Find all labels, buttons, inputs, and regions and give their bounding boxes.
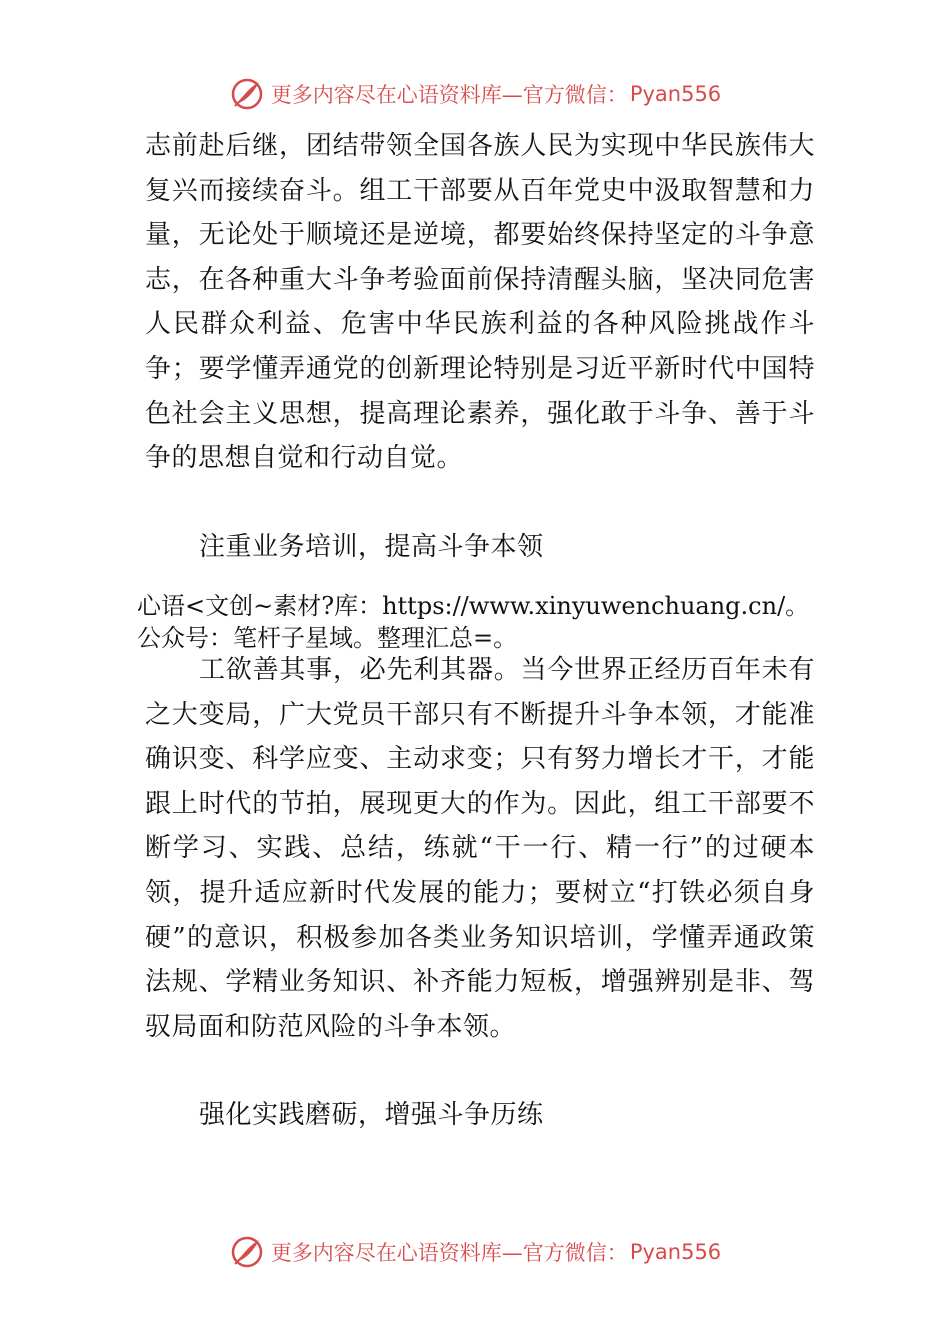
banner-text: 更多内容尽在心语资料库—官方微信： (270, 83, 628, 107)
footer-banner (0, 1230, 950, 1274)
quill-logo-icon (229, 1234, 265, 1270)
banner-text: 更多内容尽在心语资料库—官方微信： (270, 1241, 628, 1265)
document-body-2 (145, 648, 815, 1138)
inserted-line-2: 公众号：笔杆子星域。整理汇总=。 (137, 624, 518, 652)
quill-logo-icon (229, 76, 265, 112)
inserted-notice (137, 590, 857, 654)
document-body (145, 124, 815, 569)
section-heading-1: 注重业务培训，提高斗争本领 (199, 531, 544, 562)
banner-wechat-id: Pyan556 (629, 1240, 722, 1264)
section-heading-2: 强化实践磨砺，增强斗争历练 (199, 1100, 544, 1131)
header-banner (0, 72, 950, 116)
paragraph-1: 志前赴后继，团结带领全国各族人民为实现中华民族伟大复兴而接续奋斗。组工干部要从百年党史中汲取智慧和力量，无论处于顺境还是逆境，都要始终保持坚定的斗争意志，在各种重大斗争考验面前保持清醒头脑，坚决同危害人民群众利益、危害中华民族利益的各种风险挑战作斗争；要学懂弄通党的创新理论特别是习近平新时代中国特色社会主义思想，提高理论素养，强化敢于斗争、善于斗争的思想自觉和行动自觉。 (145, 131, 815, 474)
inserted-line-1: 心语<文创~素材?库：https://www.xinyuwenchuang.cn/。 (137, 592, 810, 620)
banner-wechat-id: Pyan556 (629, 82, 722, 106)
paragraph-2: 工欲善其事，必先利其器。当今世界正经历百年未有之大变局，广大党员干部只有不断提升斗争本领，才能准确识变、科学应变、主动求变；只有努力增长才干，才能跟上时代的节拍，展现更大的作为。因此，组工干部要不断学习、实践、总结，练就“干一行、精一行”的过硬本领，提升适应新时代发展的能力；要树立“打铁必须自身硬”的意识，积极参加各类业务知识培训，学懂弄通政策法规、学精业务知识、补齐能力短板，增强辨别是非、驾驭局面和防范风险的斗争本领。 (145, 655, 815, 1042)
